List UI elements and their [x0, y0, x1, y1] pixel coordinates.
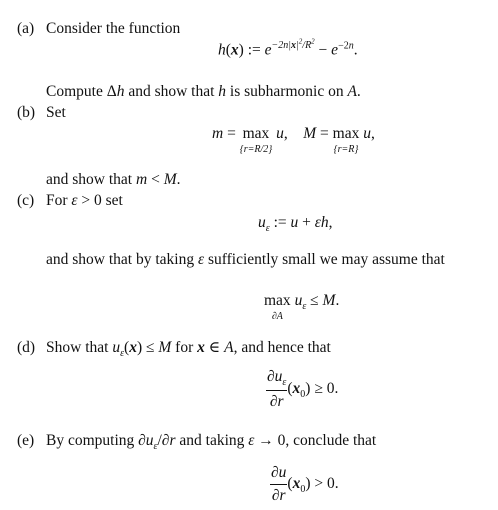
part-b-formula: m = max {r=R/2} u, M = max {r=R} u, — [212, 125, 375, 155]
part-b-label: (b) — [17, 104, 36, 121]
part-a-task: Compute Δh and show that h is subharmonic on A. — [46, 83, 361, 100]
part-a-formula: h(x) := $e^{-2n|x|^2/R^2} - e^{-2n}$. — [218, 38, 358, 59]
part-c-label: (c) — [17, 192, 35, 209]
part-e-label: (e) — [17, 432, 35, 449]
part-c-intro: For ε > 0 set — [46, 192, 123, 209]
part-b-intro: Set — [46, 104, 66, 121]
part-e-formula: $\frac{\partial u}{\partial r}$ $(x_0) > 0$. — [271, 464, 339, 504]
part-d-label: (d) — [17, 339, 36, 356]
part-b-task: and show that m < M. — [46, 171, 181, 188]
part-c-task: and show that by taking ε sufficiently small we may assume that — [46, 251, 445, 268]
part-e-intro: By computing $\partial u_\varepsilon/\partial r$ and taking ε → 0, conclude that — [46, 432, 377, 453]
part-a-label: (a) — [17, 20, 35, 37]
part-c-formula2: max ∂A $u_\varepsilon \le M$. — [264, 292, 340, 322]
part-d-formula: $\frac{\partial u_\varepsilon}{\partial r}$ $(x_0) \ge 0$. — [267, 368, 339, 411]
part-c-formula: $u_\varepsilon$ := u + εh, — [258, 214, 333, 235]
part-d-intro: Show that $u_\varepsilon(x) \le M$ for x ∈ A, and hence that — [46, 339, 331, 360]
part-a-intro: Consider the function — [46, 20, 181, 37]
